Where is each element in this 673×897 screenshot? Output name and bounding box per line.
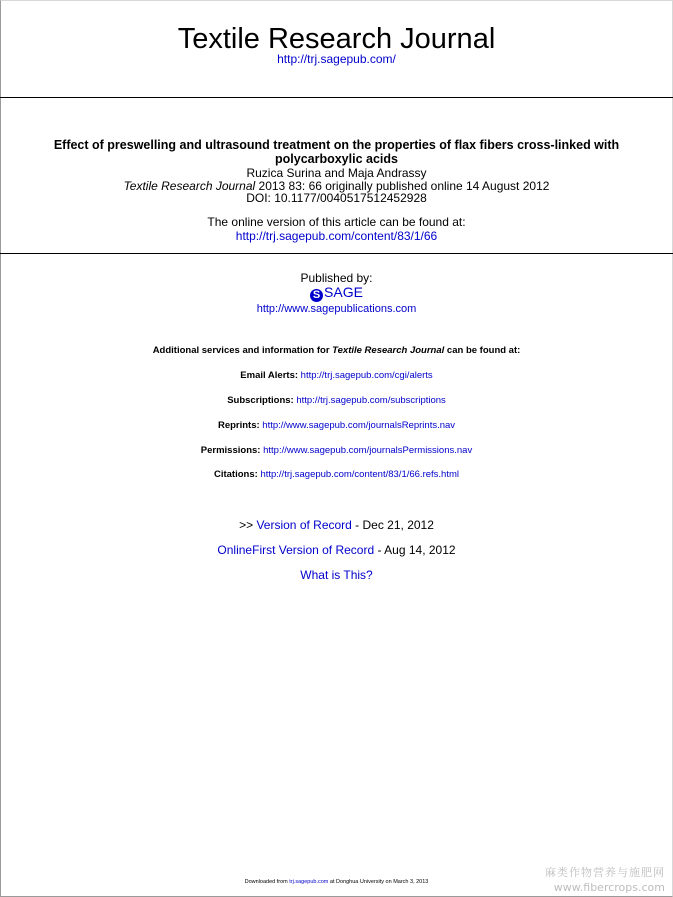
watermark (545, 864, 665, 894)
service-citations (0, 469, 673, 480)
services-heading-post: can be found at: (444, 345, 521, 356)
service-link[interactable]: http://trj.sagepub.com/content/83/1/66.refs.html (260, 469, 459, 480)
journal-title: Textile Research Journal (177, 23, 496, 55)
service-email-alerts (0, 370, 673, 381)
onlinefirst-date: - Aug 14, 2012 (374, 543, 456, 557)
footer-post: at Donghua University on March 3, 2013 (328, 879, 429, 885)
onlinefirst-link[interactable]: OnlineFirst Version of Record (217, 543, 375, 557)
watermark-chinese: 麻类作物营养与施肥网 (545, 866, 665, 879)
what-is-this-link[interactable]: What is This? (300, 568, 373, 582)
article-title (0, 138, 673, 166)
onlinefirst-row (0, 543, 673, 557)
article-title-line2: polycarboxylic acids (275, 152, 398, 166)
citation-details: 2013 83: 66 originally published online 14 August 2012 (255, 179, 550, 193)
journal-url-link[interactable]: http://trj.sagepub.com/ (277, 52, 396, 66)
vor-prefix: >> (239, 518, 257, 532)
services-heading-journal: Textile Research Journal (332, 345, 445, 356)
citation-journal: Textile Research Journal (123, 179, 256, 193)
sage-publications-link[interactable]: http://www.sagepublications.com (256, 303, 417, 315)
online-version-text: The online version of this article can be found at: (207, 215, 466, 229)
online-version-link[interactable]: http://trj.sagepub.com/content/83/1/66 (235, 229, 438, 243)
service-label: Email Alerts: (240, 370, 299, 381)
services-heading-pre: Additional services and information for (152, 345, 333, 356)
version-of-record-link[interactable]: Version of Record (256, 518, 352, 532)
version-of-record-row (0, 518, 673, 532)
service-label: Permissions: (200, 445, 261, 456)
service-label: Subscriptions: (227, 395, 294, 406)
sage-logo-text: SAGE (324, 284, 363, 300)
service-link[interactable]: http://www.sagepub.com/journalsReprints.nav (262, 420, 456, 431)
service-permissions (0, 445, 673, 456)
vor-date: - Dec 21, 2012 (351, 518, 434, 532)
footer-link[interactable]: trj.sagepub.com (289, 879, 329, 885)
footer-pre: Downloaded from (244, 879, 290, 885)
middle-divider (0, 253, 673, 254)
published-by-label: Published by: (300, 271, 373, 285)
service-link[interactable]: http://www.sagepub.com/journalsPermissions.nav (263, 445, 473, 456)
service-label: Reprints: (217, 420, 260, 431)
article-title-line1: Effect of preswelling and ultrasound treatment on the properties of flax fibers cross-linked with (53, 138, 620, 152)
watermark-url: www.fibercrops.com (553, 881, 665, 894)
services-heading (0, 345, 673, 356)
sage-logo[interactable] (0, 284, 673, 302)
article-authors: Ruzica Surina and Maja Andrassy (246, 166, 427, 180)
service-link[interactable]: http://trj.sagepub.com/cgi/alerts (300, 370, 433, 381)
service-label: Citations: (213, 469, 258, 480)
top-divider (0, 97, 673, 98)
sage-logo-icon: S (310, 289, 323, 302)
service-subscriptions (0, 395, 673, 406)
service-link[interactable]: http://trj.sagepub.com/subscriptions (296, 395, 446, 406)
service-reprints (0, 420, 673, 431)
article-doi: DOI: 10.1177/0040517512452928 (246, 191, 427, 205)
